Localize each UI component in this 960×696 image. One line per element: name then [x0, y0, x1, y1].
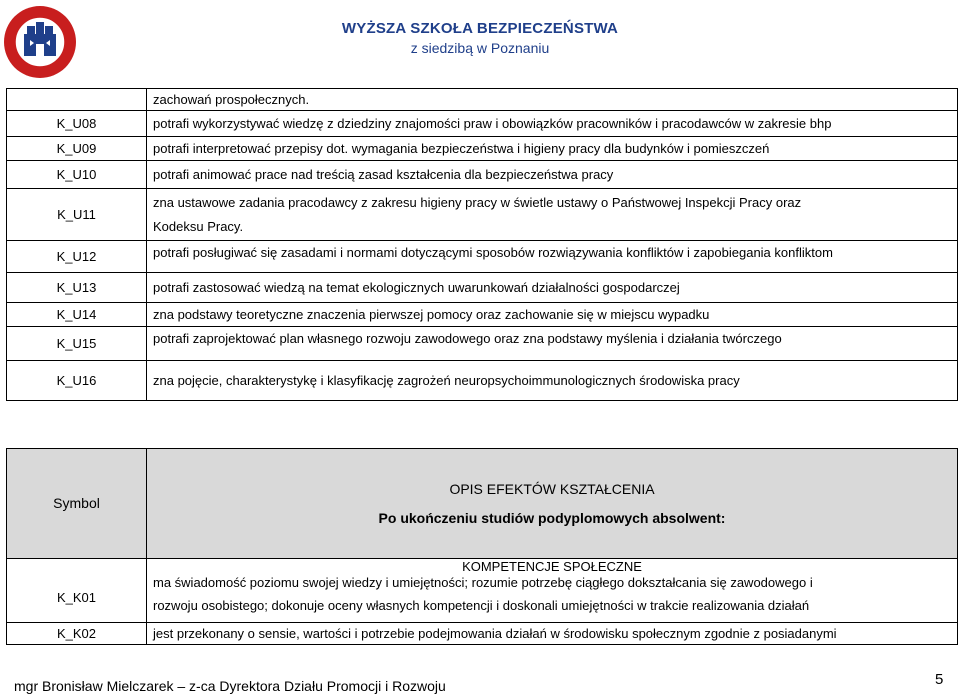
symbol-cell: K_U11 [7, 189, 147, 241]
university-name: WYŻSZA SZKOŁA BEZPIECZEŃSTWA [341, 20, 619, 37]
description-cell: zachowań prospołecznych. [147, 89, 958, 111]
table-row [7, 303, 958, 327]
symbol-cell [7, 89, 147, 111]
symbol-cell: K_K01 [7, 559, 147, 623]
table-row [7, 327, 958, 361]
table-row [7, 161, 958, 189]
description-cell: potrafi zaprojektować plan własnego rozwoju zawodowego oraz zna podstawy myślenia i działania twórczego [147, 327, 958, 361]
description-cell: potrafi interpretować przepisy dot. wymagania bezpieczeństwa i higieny pracy dla budynków i pomieszczeń [147, 137, 958, 161]
description-line: rozwoju osobistego; dokonuje oceny własnych kompetencji i doskonali umiejętności w trakcie realizowania działań [153, 598, 810, 614]
description-header [147, 449, 958, 559]
symbol-header: Symbol [7, 449, 147, 559]
description-line: zna ustawowe zadania pracodawcy z zakresu higieny pracy w świetle ustawy o Państwowej Inspekcji Pracy oraz [153, 194, 802, 210]
table-row [7, 89, 958, 111]
description-cell: potrafi animować prace nad treścią zasad kształcenia dla bezpieczeństwa pracy [147, 161, 958, 189]
table-row [7, 241, 958, 273]
symbol-cell: K_U10 [7, 161, 147, 189]
category-heading: KOMPETENCJE SPOŁECZNE [462, 559, 642, 574]
competences-table [6, 448, 958, 645]
table-row [7, 273, 958, 303]
section-subtitle: Po ukończeniu studiów podyplomowych absolwent: [378, 509, 726, 526]
description-cell: potrafi wykorzystywać wiedzę z dziedziny znajomości praw i obowiązków pracowników i pracodawców w zakresie bhp [147, 111, 958, 137]
table-header-row [7, 449, 958, 559]
symbol-cell: K_U08 [7, 111, 147, 137]
table-row [7, 137, 958, 161]
university-city: z siedzibą w Poznaniu [410, 40, 550, 56]
description-line: Kodeksu Pracy. [153, 218, 244, 234]
table-row [7, 111, 958, 137]
page-header [0, 0, 960, 88]
description-cell: potrafi posługiwać się zasadami i normami dotyczącymi sposobów rozwiązywania konfliktów i zapobiegania konfliktom [147, 241, 958, 273]
description-cell [147, 189, 958, 241]
description-cell: zna pojęcie, charakterystykę i klasyfikację zagrożeń neuropsychoimmunologicznych środowiska pracy [147, 361, 958, 401]
symbol-cell: K_U16 [7, 361, 147, 401]
description-cell: zna podstawy teoretyczne znaczenia pierwszej pomocy oraz zachowanie się w miejscu wypadku [147, 303, 958, 327]
symbol-cell: K_K02 [7, 623, 147, 645]
description-cell: jest przekonany o sensie, wartości i potrzebie podejmowania działań w środowisku społecznym zgodnie z posiadanymi [147, 623, 958, 645]
symbol-cell: K_U14 [7, 303, 147, 327]
table-row [7, 623, 958, 645]
section-title: OPIS EFEKTÓW KSZTAŁCENIA [449, 480, 655, 497]
table-row [7, 361, 958, 401]
symbol-cell: K_U12 [7, 241, 147, 273]
symbol-cell: K_U09 [7, 137, 147, 161]
page-number: 5 [935, 671, 944, 688]
description-line: ma świadomość poziomu swojej wiedzy i umiejętności; rozumie potrzebę ciągłego dokształcania się zawodowego i [153, 574, 813, 590]
university-logo [2, 2, 78, 82]
symbol-cell: K_U15 [7, 327, 147, 361]
description-cell: potrafi zastosować wiedzą na temat ekologicznych uwarunkowań działalności gospodarczej [147, 273, 958, 303]
description-cell [147, 559, 958, 623]
footer-author: mgr Bronisław Mielczarek – z-ca Dyrektora Działu Promocji i Rozwoju [14, 678, 446, 694]
table-row [7, 189, 958, 241]
table-row [7, 559, 958, 623]
symbol-cell: K_U13 [7, 273, 147, 303]
skills-table [6, 88, 958, 401]
